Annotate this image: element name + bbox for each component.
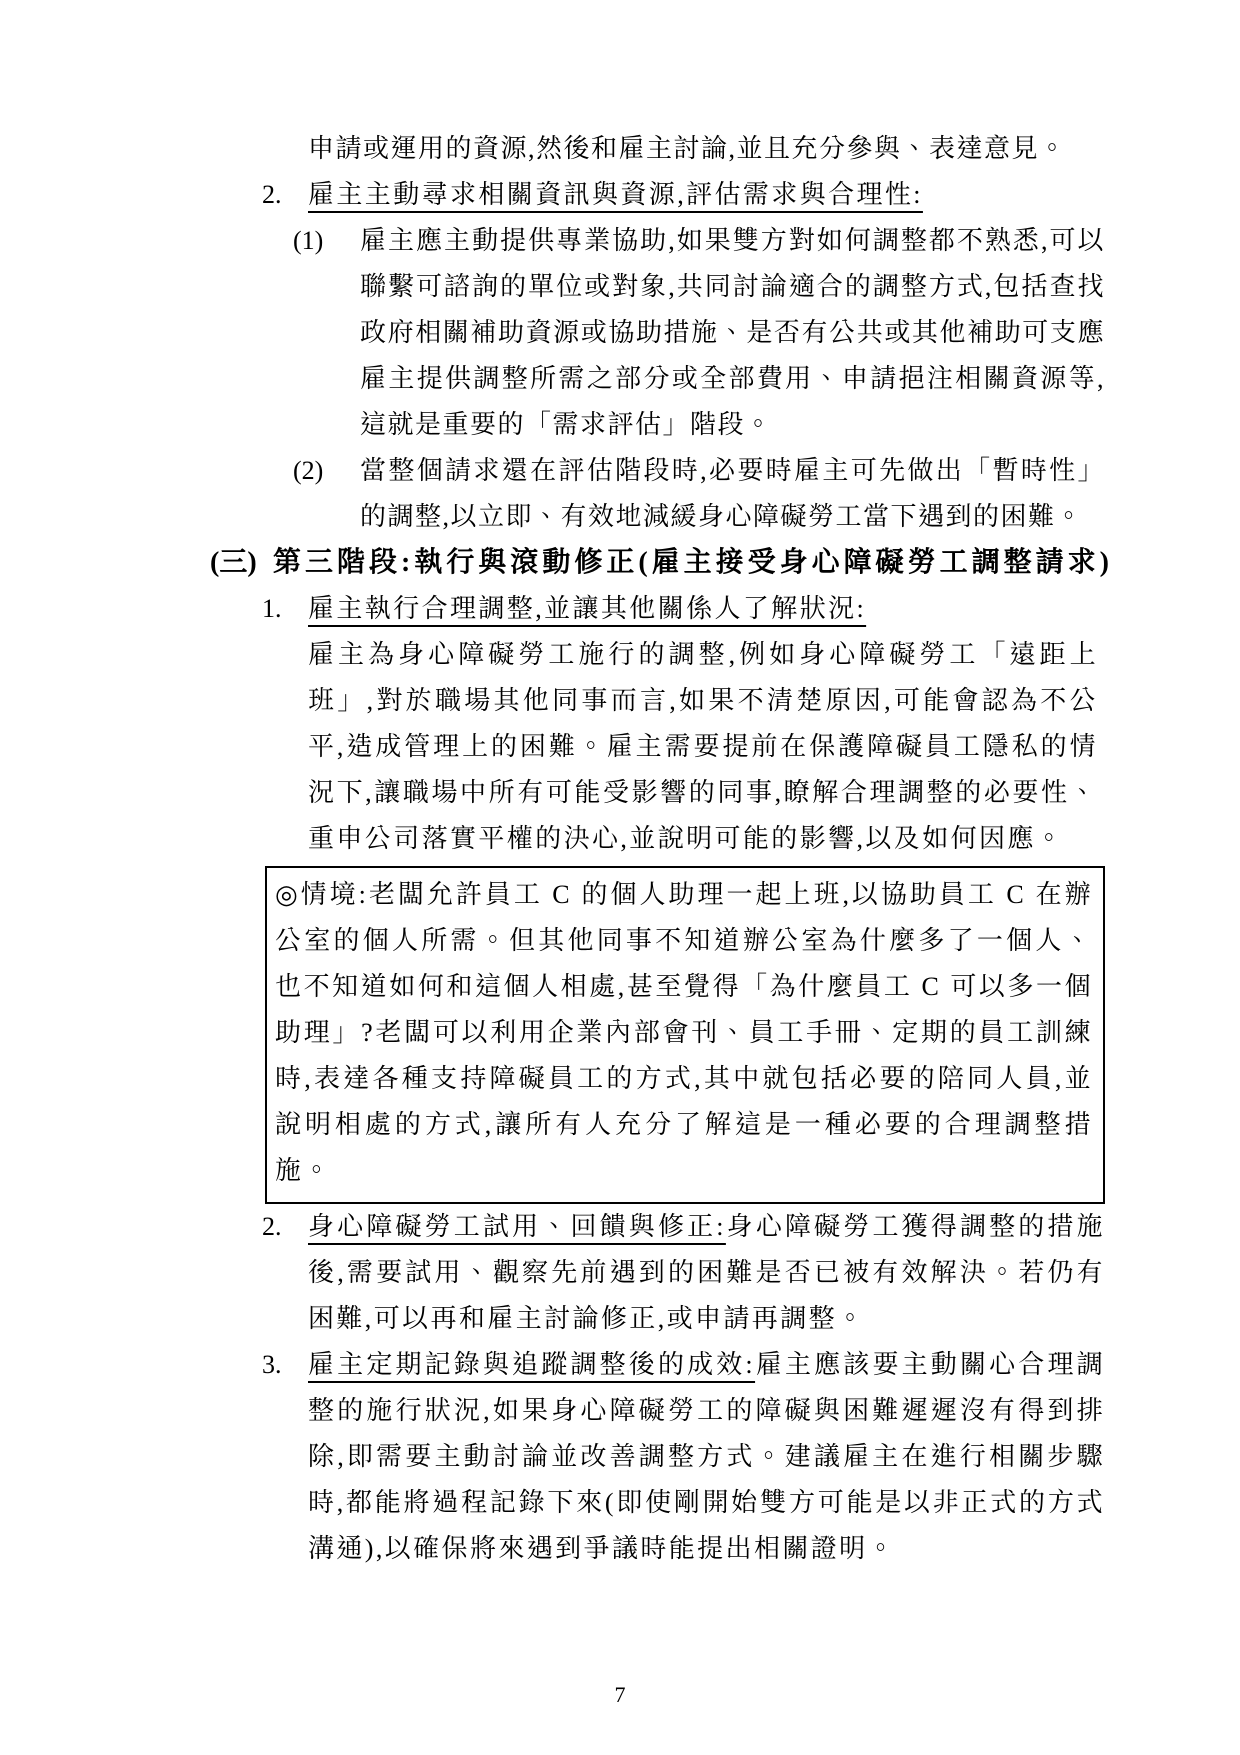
- sub-item-2-text: 當整個請求還在評估階段時,必要時雇主可先做出「暫時性」的調整,以立即、有效地減緩身心障礙勞工當下遇到的困難。: [360, 456, 1105, 531]
- list-item-2-heading-line: [262, 172, 1240, 218]
- section-3-title: 第三階段:執行與滾動修正(雇主接受身心障礙勞工調整請求): [273, 547, 1113, 578]
- section-3-item-1-heading-line: [262, 586, 1240, 632]
- section-3-heading: [210, 540, 1240, 586]
- page-number: 7: [614, 1682, 626, 1707]
- section-3-marker: (三): [210, 547, 257, 578]
- section-3-item-1-body: 雇主為身心障礙勞工施行的調整,例如身心障礙勞工「遠距上班」,對於職場其他同事而言,如果不清楚原因,可能會認為不公平,造成管理上的困難。雇主需要提前在保護障礙員工隱私的情況下,讓職場中所有可能受影響的同事,瞭解合理調整的必要性、重申公司落實平權的決心,並說明可能的影響,以及如何因應。: [308, 640, 1098, 853]
- sub-item-1-text: 雇主應主動提供專業協助,如果雙方對如何調整都不熟悉,可以聯繫可諮詢的單位或對象,共同討論適合的調整方式,包括查找政府相關補助資源或協助措施、是否有公共或其他補助可支應雇主提供調整所需之部分或全部費用、申請挹注相關資源等,這就是重要的「需求評估」階段。: [360, 226, 1105, 439]
- section-3-item-3-marker: 3.: [262, 1350, 282, 1379]
- list-item-2-marker: 2.: [262, 180, 282, 209]
- section-3-item-2-body: 身心障礙勞工獲得調整的措施後,需要試用、觀察先前遇到的困難是否已被有效解決。若仍有困難,可以再和雇主討論修正,或申請再調整。: [308, 1212, 1105, 1333]
- list-item-2-heading: 雇主主動尋求相關資訊與資源,評估需求與合理性:: [308, 180, 923, 209]
- section-3-item-2-heading: 身心障礙勞工試用、回饋與修正:: [308, 1212, 726, 1241]
- sub-item-1-marker: (1): [293, 226, 324, 255]
- section-3-item-3-heading: 雇主定期記錄與追蹤調整後的成效:: [308, 1350, 756, 1379]
- sub-item-2-marker: (2): [293, 456, 324, 485]
- section-3-item-3-body: 雇主應該要主動關心合理調整的施行狀況,如果身心障礙勞工的障礙與困難遲遲沒有得到排除,即需要主動討論並改善調整方式。建議雇主在進行相關步驟時,都能將過程記錄下來(即使剛開始雙方可能是以非正式的方式溝通),以確保將來遇到爭議時能提出相關證明。: [308, 1350, 1106, 1563]
- scenario-box-text: ◎情境:老闆允許員工 C 的個人助理一起上班,以協助員工 C 在辦公室的個人所需。但其他同事不知道辦公室為什麼多了一個人、也不知道如何和這個人相處,甚至覺得「為什麼員工 C 可以多一個助理」?老闆可以利用企業內部會刊、員工手冊、定期的員工訓練時,表達各種支持障礙員工的方式,其中就包括必要的陪同人員,並說明相處的方式,讓所有人充分了解這是一種必要的合理調整措施。: [275, 880, 1093, 1185]
- section-3-item-2: [262, 1204, 1105, 1342]
- section-3-item-1-marker: 1.: [262, 594, 282, 623]
- paragraph-continuation: 申請或運用的資源,然後和雇主討論,並且充分參與、表達意見。: [308, 134, 1067, 163]
- section-3-item-2-marker: 2.: [262, 1212, 282, 1241]
- section-3-item-3: [262, 1342, 1106, 1572]
- section-3-item-1-heading: 雇主執行合理調整,並讓其他關係人了解狀況:: [308, 594, 867, 623]
- sub-item-2: [293, 448, 1105, 540]
- scenario-box: [265, 866, 1105, 1204]
- sub-item-1: [293, 218, 1105, 448]
